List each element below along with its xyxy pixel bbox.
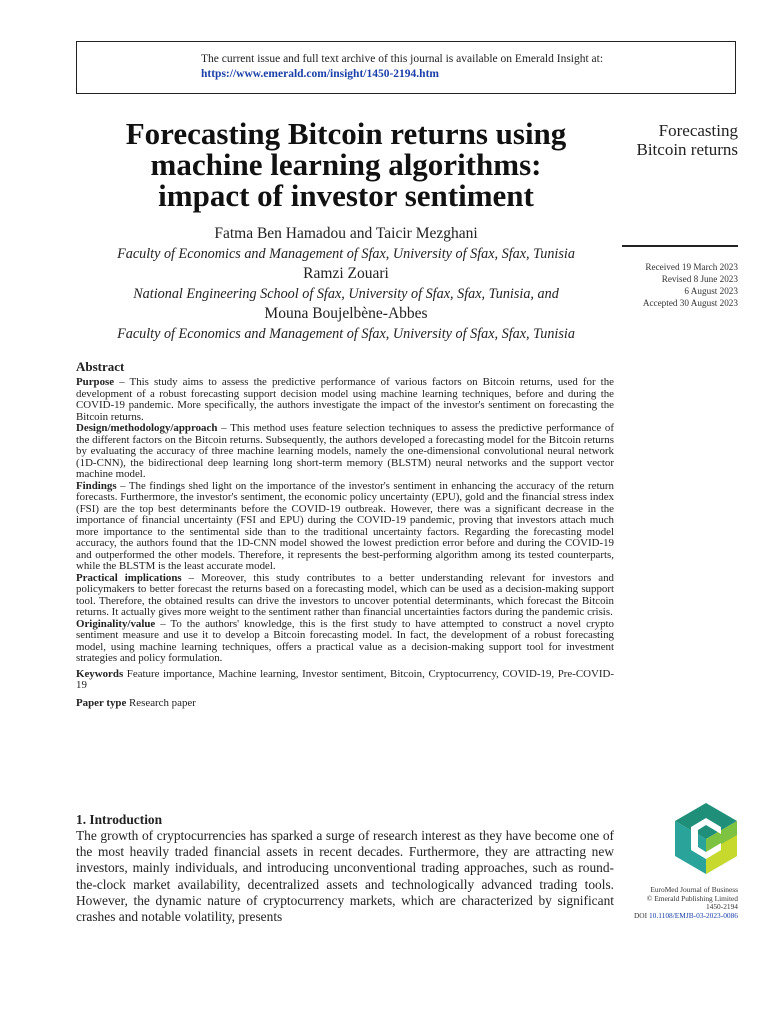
journal-doi: [588, 912, 738, 921]
running-title: [598, 121, 738, 159]
author-block: [76, 224, 616, 344]
submission-dates: [598, 261, 738, 309]
abstract-section: [76, 359, 614, 709]
originality-label: Originality/value: [76, 617, 156, 630]
purpose-label: Purpose: [76, 376, 115, 388]
emerald-logo-icon: [673, 801, 739, 876]
title-line-3: impact of investor sentiment: [158, 178, 534, 213]
accepted-date: Accepted 30 August 2023: [642, 298, 738, 308]
introduction-text: The growth of cryptocurrencies has sparked a surge of research interest as they have become one of the most heavily traded financial assets in recent decades. Furthermore, they are attracting new investors, mainly individuals, and introducing unconventional trading approaches, such as round-the-clock market availability, decentralized assets and technologically advanced trading tools. However, the dynamic nature of cryptocurrency markets, which are characterized by significant crashes and notable volatility, presents: [76, 828, 614, 925]
paper-type: [76, 698, 614, 710]
keywords: [76, 669, 614, 692]
design-label: Design/methodology/approach: [76, 422, 218, 434]
running-title-line-2: Bitcoin returns: [636, 140, 738, 159]
practical-text: – Moreover, this study contributes to a better understanding relevant for investors and policymakers to better forecast the returns based on a forecasting model, which can be used as a decision-making support tool. Therefore, the obtained results can drive the investors to uncover potential determinants, which forecast the Bitcoin returns. It actually gives more weight to the sentiment rather than financial uncertainties factors during the pandemic crisis.: [76, 571, 614, 618]
paper-type-label: Paper type: [76, 696, 127, 709]
affiliation-3: Faculty of Economics and Management of Sfax, University of Sfax, Sfax, Tunisia: [117, 326, 575, 342]
keywords-text: Feature importance, Machine learning, Investor sentiment, Bitcoin, Cryptocurrency, COVID-19, Pre-COVID-19: [76, 667, 614, 691]
author-names-2: Ramzi Zouari: [303, 265, 389, 282]
purpose-text: – This study aims to assess the predictive performance of various factors on Bitcoin returns, used for the development of a robust forecasting support decision model using machine learning techniques, before and during the COVID-19 pandemic. More specifically, the authors investigate the impact of the investor's sentiment on forecasting the Bitcoin returns.: [76, 376, 614, 423]
received-date: Received 19 March 2023: [645, 262, 738, 272]
author-names-1: Fatma Ben Hamadou and Taicir Mezghani: [214, 225, 478, 242]
journal-info: [588, 886, 738, 920]
practical-label: Practical implications: [76, 571, 182, 584]
author-names-3: Mouna Boujelbène-Abbes: [264, 305, 428, 322]
title-line-1: Forecasting Bitcoin returns using: [125, 116, 567, 151]
affiliation-2: National Engineering School of Sfax, University of Sfax, Sfax, Tunisia, and: [133, 286, 559, 302]
findings-label: Findings: [76, 479, 117, 492]
archive-notice-text: The current issue and full text archive of this journal is available on Emerald Insight at:: [201, 53, 604, 65]
originality-text: – To the authors' knowledge, this is the first study to have attempted to construct a novel crypto sentiment measure and use it to develop a Bitcoin forecasting model. In fact, the development of a robust forecasting model, using machine learning techniques, offers a practical value as a decision-making support tool for investment strategies and policy formulation.: [76, 617, 614, 664]
design-text: – This method uses feature selection techniques to assess the predictive performance of the different factors on the Bitcoin returns. Subsequently, the authors developed a forecasting model for the Bitcoin returns by evaluating the accuracy of three machine learning models, namely the one-dimensional convolutional neural network (1D-CNN), the bidirectional deep learning long short-term memory (BLSTM) neural networks and the support vector machine model.: [76, 422, 614, 480]
archive-url-link[interactable]: https://www.emerald.com/insight/1450-2194.htm: [201, 68, 439, 80]
journal-issn: 1450-2194: [705, 902, 738, 912]
doi-label: DOI: [633, 910, 648, 920]
journal-copyright: © Emerald Publishing Limited: [646, 893, 738, 903]
paper-title: [76, 118, 616, 211]
journal-name: EuroMed Journal of Business: [650, 885, 738, 894]
abstract-originality: [76, 619, 614, 665]
affiliation-1: Faculty of Economics and Management of Sfax, University of Sfax, Sfax, Tunisia: [117, 246, 575, 262]
abstract-design: [76, 423, 614, 481]
doi-link[interactable]: 10.1108/EMJB-03-2023-0086: [648, 910, 738, 920]
abstract-heading: Abstract: [76, 359, 125, 374]
title-line-2: machine learning algorithms:: [150, 147, 542, 182]
abstract-findings: [76, 481, 614, 573]
revised-date: Revised 8 June 2023: [661, 274, 738, 284]
findings-text: – The findings shed light on the importance of the investor's sentiment in enhancing the accuracy of the return forecasts. Furthermore, the investor's sentiment, the economic policy uncertainty (EPU), gold and the financial stress index (FSI) are the top best determinants before the COVID-19 outbreak. However, there was a significant decrease in the importance of financial uncertainty (FSI and EPU) during the COVID-19 pandemic, proving that investors attach much more importance to the sentimental side than to the traditional uncertainty factors. Regarding the forecasting model accuracy, the authors found that the 1D-CNN model showed the lowest prediction error before and during the COVID-19 and outperformed the other models. Therefore, it represents the best-performing algorithm among its tested counterparts, while the BLSTM is the least accurate model.: [76, 479, 614, 572]
side-divider: [622, 245, 738, 247]
revised-date-2: 6 August 2023: [684, 286, 738, 296]
introduction-section: [76, 812, 614, 925]
paper-type-text: Research paper: [126, 696, 196, 709]
running-title-line-1: Forecasting: [658, 121, 738, 140]
keywords-label: Keywords: [76, 667, 124, 680]
abstract-practical: [76, 573, 614, 619]
abstract-purpose: [76, 377, 614, 423]
introduction-heading: 1. Introduction: [76, 812, 163, 827]
journal-archive-notice: [76, 41, 736, 94]
